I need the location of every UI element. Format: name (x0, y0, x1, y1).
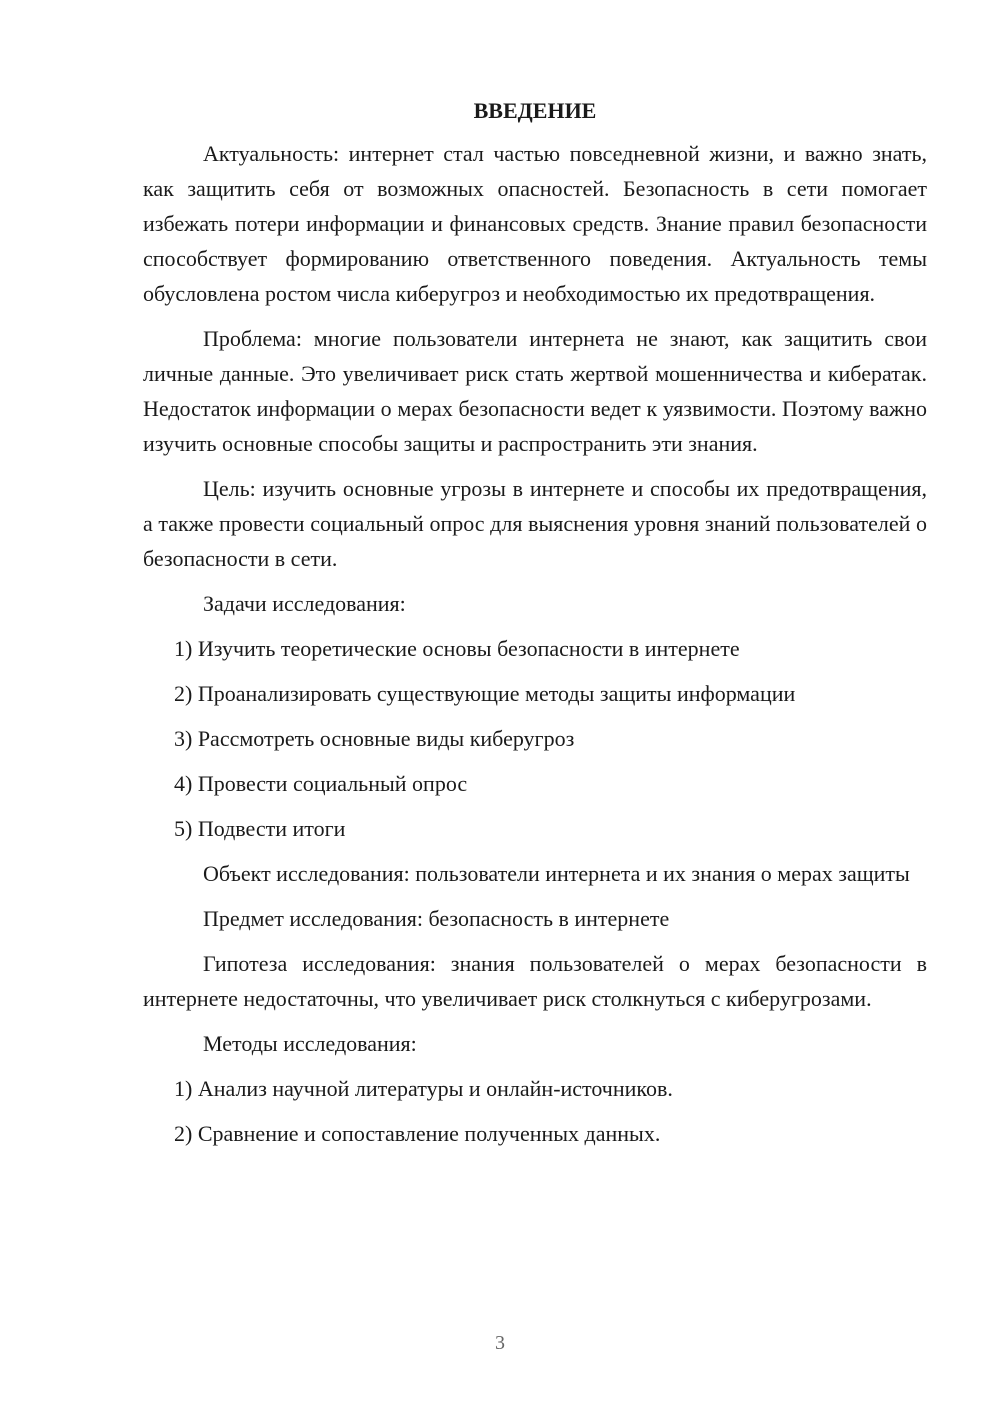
paragraph-goal: Цель: изучить основные угрозы в интернете и способы их предотвращения, а также провести социальный опрос для выяснения уровня знаний пользователей о безопасности в сети. (143, 476, 927, 571)
method-item-2: 2) Сравнение и сопоставление полученных данных. (174, 1121, 661, 1146)
paragraph-problem: Проблема: многие пользователи интернета не знают, как защитить свои личные данные. Это увеличивает риск стать жертвой мошенничества и кибератак. Недостаток информации о мерах безопасности ведет к уязвимости. Поэтому важно изучить основные способы защиты и распространить эти знания. (143, 326, 927, 456)
section-title: ВВЕДЕНИЕ (473, 98, 597, 123)
page-number: 3 (495, 1332, 505, 1354)
task-item-5: 5) Подвести итоги (174, 816, 346, 841)
paragraph-object: Объект исследования: пользователи интернета и их знания о мерах защиты (203, 861, 910, 886)
task-item-1: 1) Изучить теоретические основы безопасности в интернете (174, 636, 740, 661)
paragraph-subject: Предмет исследования: безопасность в интернете (203, 906, 670, 931)
paragraph-relevance: Актуальность: интернет стал частью повседневной жизни, и важно знать, как защитить себя от возможных опасностей. Безопасность в сети помогает избежать потери информации и финансовых средств. Знание правил безопасности способствует формированию ответственного поведения. Актуальность темы обусловлена ростом числа киберугроз и необходимостью их предотвращения. (143, 141, 927, 306)
methods-heading: Методы исследования: (203, 1031, 417, 1056)
task-item-4: 4) Провести социальный опрос (174, 771, 468, 796)
tasks-heading: Задачи исследования: (203, 591, 406, 616)
method-item-1: 1) Анализ научной литературы и онлайн-источников. (174, 1076, 673, 1101)
paragraph-hypothesis: Гипотеза исследования: знания пользователей о мерах безопасности в интернете недостаточны, что увеличивает риск столкнуться с киберугрозами. (143, 951, 927, 1011)
task-item-2: 2) Проанализировать существующие методы защиты информации (174, 681, 796, 706)
page-content (143, 96, 927, 1161)
task-item-3: 3) Рассмотреть основные виды киберугроз (174, 726, 575, 751)
